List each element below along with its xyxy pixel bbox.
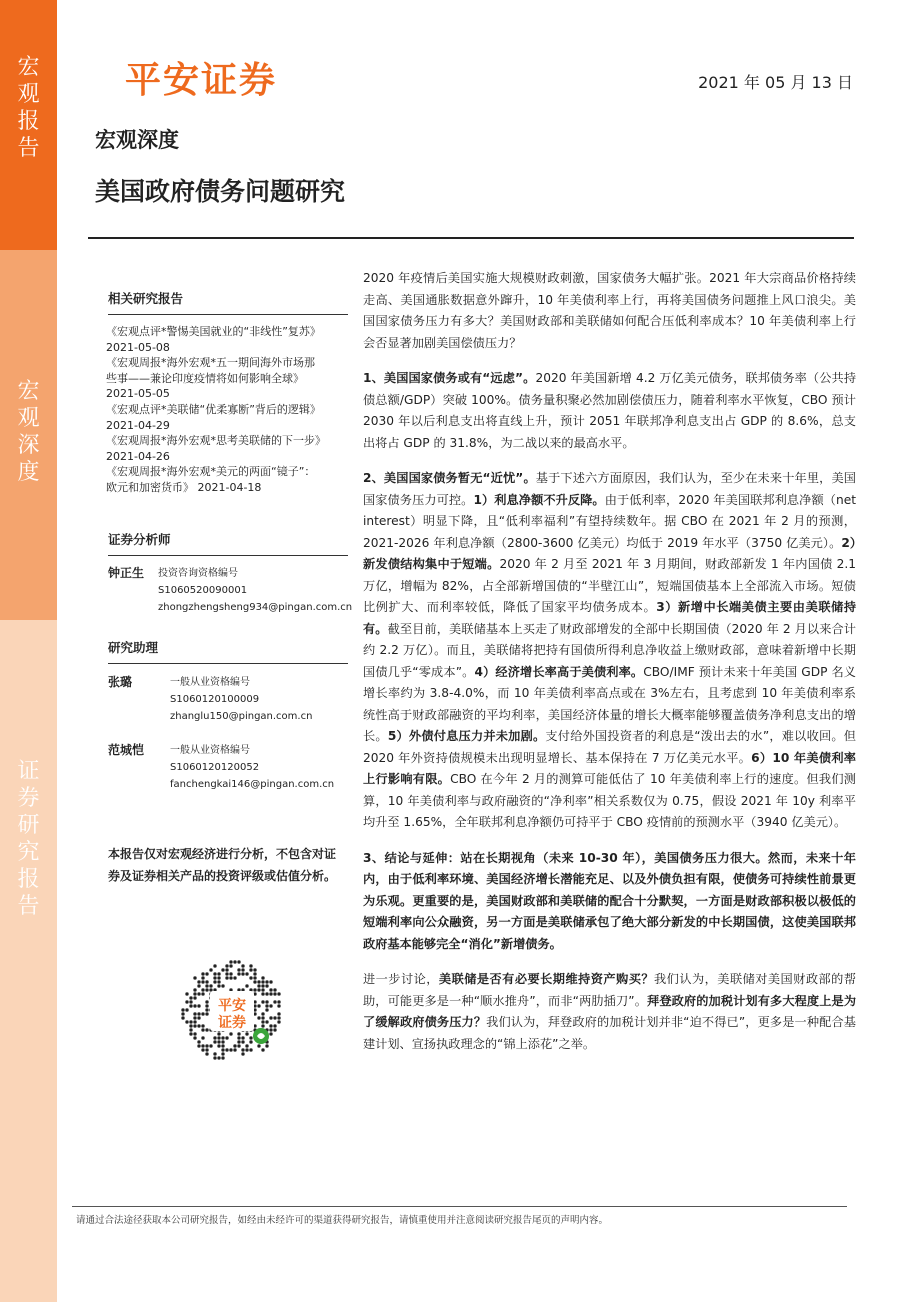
page-title: 美国政府债务问题研究 xyxy=(95,177,346,206)
qr-code[interactable] xyxy=(179,958,285,1064)
tab-char: 证 xyxy=(17,759,40,784)
tab-macro-depth xyxy=(0,250,57,620)
point-1-paragraph xyxy=(363,368,856,454)
discussion-question-2: 拜登政府的加税计划有多大程度上是为了缓解政府债务压力？ xyxy=(363,993,857,1029)
intro-text: 2020 年疫情后美国实施大规模财政刺激，国家债务大幅扩张。2021 年大宗商品价格持续走高、美国通胀数据意外蹿升，10 年美债利率上行，再将美国债务问题推上风口浪尖。美国国家债务压力有多大？美国财政部和美联储如何配合压低利率成本？10 年美债利率上行会否显著加剧美国偿债压力？ xyxy=(363,271,856,350)
assistant-email: zhanglu150@pingan.com.cn xyxy=(170,710,313,722)
tab-char: 券 xyxy=(17,786,40,811)
tab-char: 告 xyxy=(17,136,40,161)
discussion-question-1: 美联储是否有必要长期维持资产购买？ xyxy=(438,972,655,986)
point-3-text: 3、结论与延伸：站在长期视角（未来 10-30 年），美国债务压力很大。然而，未来十年内，由于低利率环境、美国经济增长潜能充足、以及外债负担有限，使债务可持续性前景更为乐观。更重要的是，美国财政部和美联储的配合十分默契，一方面是财政部积极以极低的短端利率向公众融资，另一方面是美联储承包了绝大部分新发的中长期国债，这使美国联邦政府基本能够完全“消化”新增债务。 xyxy=(363,850,856,951)
tab-char: 告 xyxy=(17,894,40,919)
point-2-text: 基于下述六方面原因，我们认为，至少在未来十年里，美国国家债务压力可控。 xyxy=(363,471,856,507)
report-summary xyxy=(363,268,856,1069)
assistant-name: 张璐 xyxy=(108,674,133,689)
footer-divider xyxy=(72,1206,847,1207)
header-divider xyxy=(88,237,854,239)
discussion-text: 我们认为，美联储对美国财政部的帮助，可能更多是一种“顺水推舟”，而非“两肋插刀”。 xyxy=(363,972,857,1008)
tab-char: 度 xyxy=(17,460,40,485)
tab-char: 观 xyxy=(17,406,40,431)
related-line: 《宏观周报*海外宏观*美元的两面“镜子”： xyxy=(106,465,316,479)
report-date: 2021 年 05 月 13 日 xyxy=(698,73,853,92)
discussion-paragraph xyxy=(363,969,856,1055)
qr-label-top: 平安 xyxy=(218,998,246,1014)
assistant-cert-number: S1060120100009 xyxy=(170,693,260,705)
analyst-entry xyxy=(108,565,353,616)
report-type: 宏观深度 xyxy=(95,128,179,152)
related-heading: 相关研究报告 xyxy=(108,289,348,315)
tab-char: 报 xyxy=(17,867,40,892)
assistants-heading: 研究助理 xyxy=(108,638,348,664)
related-line: 2021-04-29 xyxy=(106,418,170,432)
point-2-sub1: 1）利息净额不升反降。 xyxy=(473,492,605,507)
point-3-paragraph xyxy=(363,848,856,956)
assistant-cert-label: 一般从业资格编号 xyxy=(170,744,250,756)
related-line: 《宏观周报*海外宏观*五一期间海外市场那 xyxy=(106,356,315,370)
discussion-text: 进一步讨论， xyxy=(363,972,439,986)
tab-char: 宏 xyxy=(17,55,40,80)
related-line: 些事——兼论印度疫情将如何影响全球》 xyxy=(106,371,304,385)
related-line: 欧元和加密货币》 2021-04-18 xyxy=(106,480,262,494)
pingan-logo xyxy=(125,52,277,103)
point-1-heading: 1、美国国家债务或有“远虑”。 xyxy=(363,371,536,385)
point-2-sub3: 3）新增中长端美债主要由美联储持有。 xyxy=(363,600,857,636)
point-2-sub6: 6）10 年美债利率上行影响有限。 xyxy=(363,750,856,786)
assistant-entry xyxy=(108,674,348,725)
analyst-cert-label: 投资咨询资格编号 xyxy=(158,567,238,579)
point-2-text: CBO/IMF 预计未来十年美国 GDP 名义增长率约为 3.8-4.0%，而 10 年美债利率高点或在 3%左右，且考虑到 10 年美债利率系统性高于财政部融资的平均利率，美国经济体量的增长大概率能够覆盖债务净利息支出的增长。 xyxy=(363,664,856,743)
tab-char: 深 xyxy=(17,433,40,458)
analysts-heading: 证券分析师 xyxy=(108,530,348,556)
related-line: 《宏观周报*海外宏观*思考美联储的下一步》 xyxy=(106,434,326,448)
point-2-text: 截至目前，美联储基本上买走了财政部增发的全部中长期国债（2020 年 2 月以来合计约 2.2 万亿）。而且，美联储将把持有国债所得利息净收益上缴财政部，意味着新增中长期国债几乎“零成本”。 xyxy=(363,621,856,679)
tab-char: 观 xyxy=(17,82,40,107)
related-line: 2021-04-26 xyxy=(106,449,170,463)
tab-char: 宏 xyxy=(17,379,40,404)
related-line: 《宏观点评*警惕美国就业的“非线性”复苏》 xyxy=(106,325,321,338)
assistant-cert-label: 一般从业资格编号 xyxy=(170,676,250,688)
assistant-name: 范城恺 xyxy=(108,742,145,757)
point-2-text: 支付给外国投资者的利息是“泼出去的水”，难以收回。但 2020 年外资持债规模未出现明显增长、基本保持在 7 万亿美元水平。 xyxy=(363,729,856,765)
scope-disclaimer: 本报告仅对宏观经济进行分析，不包含对证券及证券相关产品的投资评级或估值分析。 xyxy=(108,846,337,883)
analyst-cert-number: S1060520090001 xyxy=(158,584,248,596)
intro-paragraph xyxy=(363,268,856,354)
related-line: 2021-05-08 xyxy=(106,340,170,354)
analyst-email: zhongzhengsheng934@pingan.com.cn xyxy=(158,601,353,613)
assistant-email: fanchengkai146@pingan.com.cn xyxy=(170,778,335,790)
discussion-text: 我们认为，拜登政府的加税计划并非“迫不得已”，更多是一种配合基建计划、宣扬执政理念的“锦上添花”之举。 xyxy=(363,1015,856,1051)
logo-text: 平安证券 xyxy=(125,60,278,101)
point-2-sub5: 5）外债付息压力并未加剧。 xyxy=(387,729,546,743)
qr-label-bottom: 证券 xyxy=(218,1015,246,1031)
point-2-heading: 2、美国国家债务暂无“近忧”。 xyxy=(363,471,536,485)
point-2-text: 2020 年 2 月至 2021 年 3 月期间，财政部新发 1 年内国债 2.1 万亿，增幅为 82%，占全部新增国债的“半壁江山”，短端国债基本上全部流入市场。短债比例扩大、而利率较低，降低了国家平均债务成本。 xyxy=(363,557,857,614)
tab-char: 究 xyxy=(17,840,40,865)
tab-macro-report xyxy=(0,0,57,250)
side-tabs xyxy=(0,0,57,1302)
point-1-text: 2020 年美国新增 4.2 万亿美元债务，联邦债务率（公共持债总额/GDP）突破 100%。债务量积聚必然加剧偿债压力，随着利率水平恢复，CBO 预计 2030 年以后利息支出将直线上升，预计 2051 年联邦净利息支出占 GDP 的 8.6%，总支出将占 GDP 的 31.8%，为二战以来的最高水平。 xyxy=(363,371,857,450)
related-line: 《宏观点评*美联储“优柔寡断”背后的逻辑》 xyxy=(106,402,321,416)
footer-notice: 请通过合法途径获取本公司研究报告，如经由未经许可的渠道获得研究报告，请慎重使用并注意阅读研究报告尾页的声明内容。 xyxy=(76,1215,609,1226)
qr-code-graphic xyxy=(179,958,285,1064)
point-2-text: CBO 在今年 2 月的测算可能低估了 10 年美债利率上行的速度。但我们测算，10 年美债利率与政府融资的“净利率”相关系数仅为 0.75，假设 2021 年 10y 利率平均升至 1.65%，全年联邦利息净额仍可持平于 CBO 疫情前的预测水平（3940 亿美元）。 xyxy=(363,772,856,829)
related-list xyxy=(106,324,348,496)
point-2-sub4: 4）经济增长率高于美债利率。 xyxy=(474,664,644,679)
assistant-cert-number: S1060120120052 xyxy=(170,761,260,773)
assistant-entry xyxy=(108,742,348,793)
point-2-sub2: 2）新发债结构集中于短端。 xyxy=(363,535,856,571)
tab-char: 报 xyxy=(17,109,40,134)
info-column xyxy=(106,262,353,887)
analyst-name: 钟正生 xyxy=(108,565,145,580)
point-2-paragraph xyxy=(363,468,856,834)
tab-securities-research xyxy=(0,620,57,1302)
point-2-text: 由于低利率，2020 年美国联邦利息净额（net interest）明显下降，且“低利率福利”有望持续数年。据 CBO 在 2021 年 2 月的预测，2021-2026 年利息净额（2800-3600 亿美元）均低于 2019 年水平（3750 亿美元）。 xyxy=(363,492,856,550)
related-line: 2021-05-05 xyxy=(106,387,170,401)
tab-char: 研 xyxy=(17,813,40,838)
